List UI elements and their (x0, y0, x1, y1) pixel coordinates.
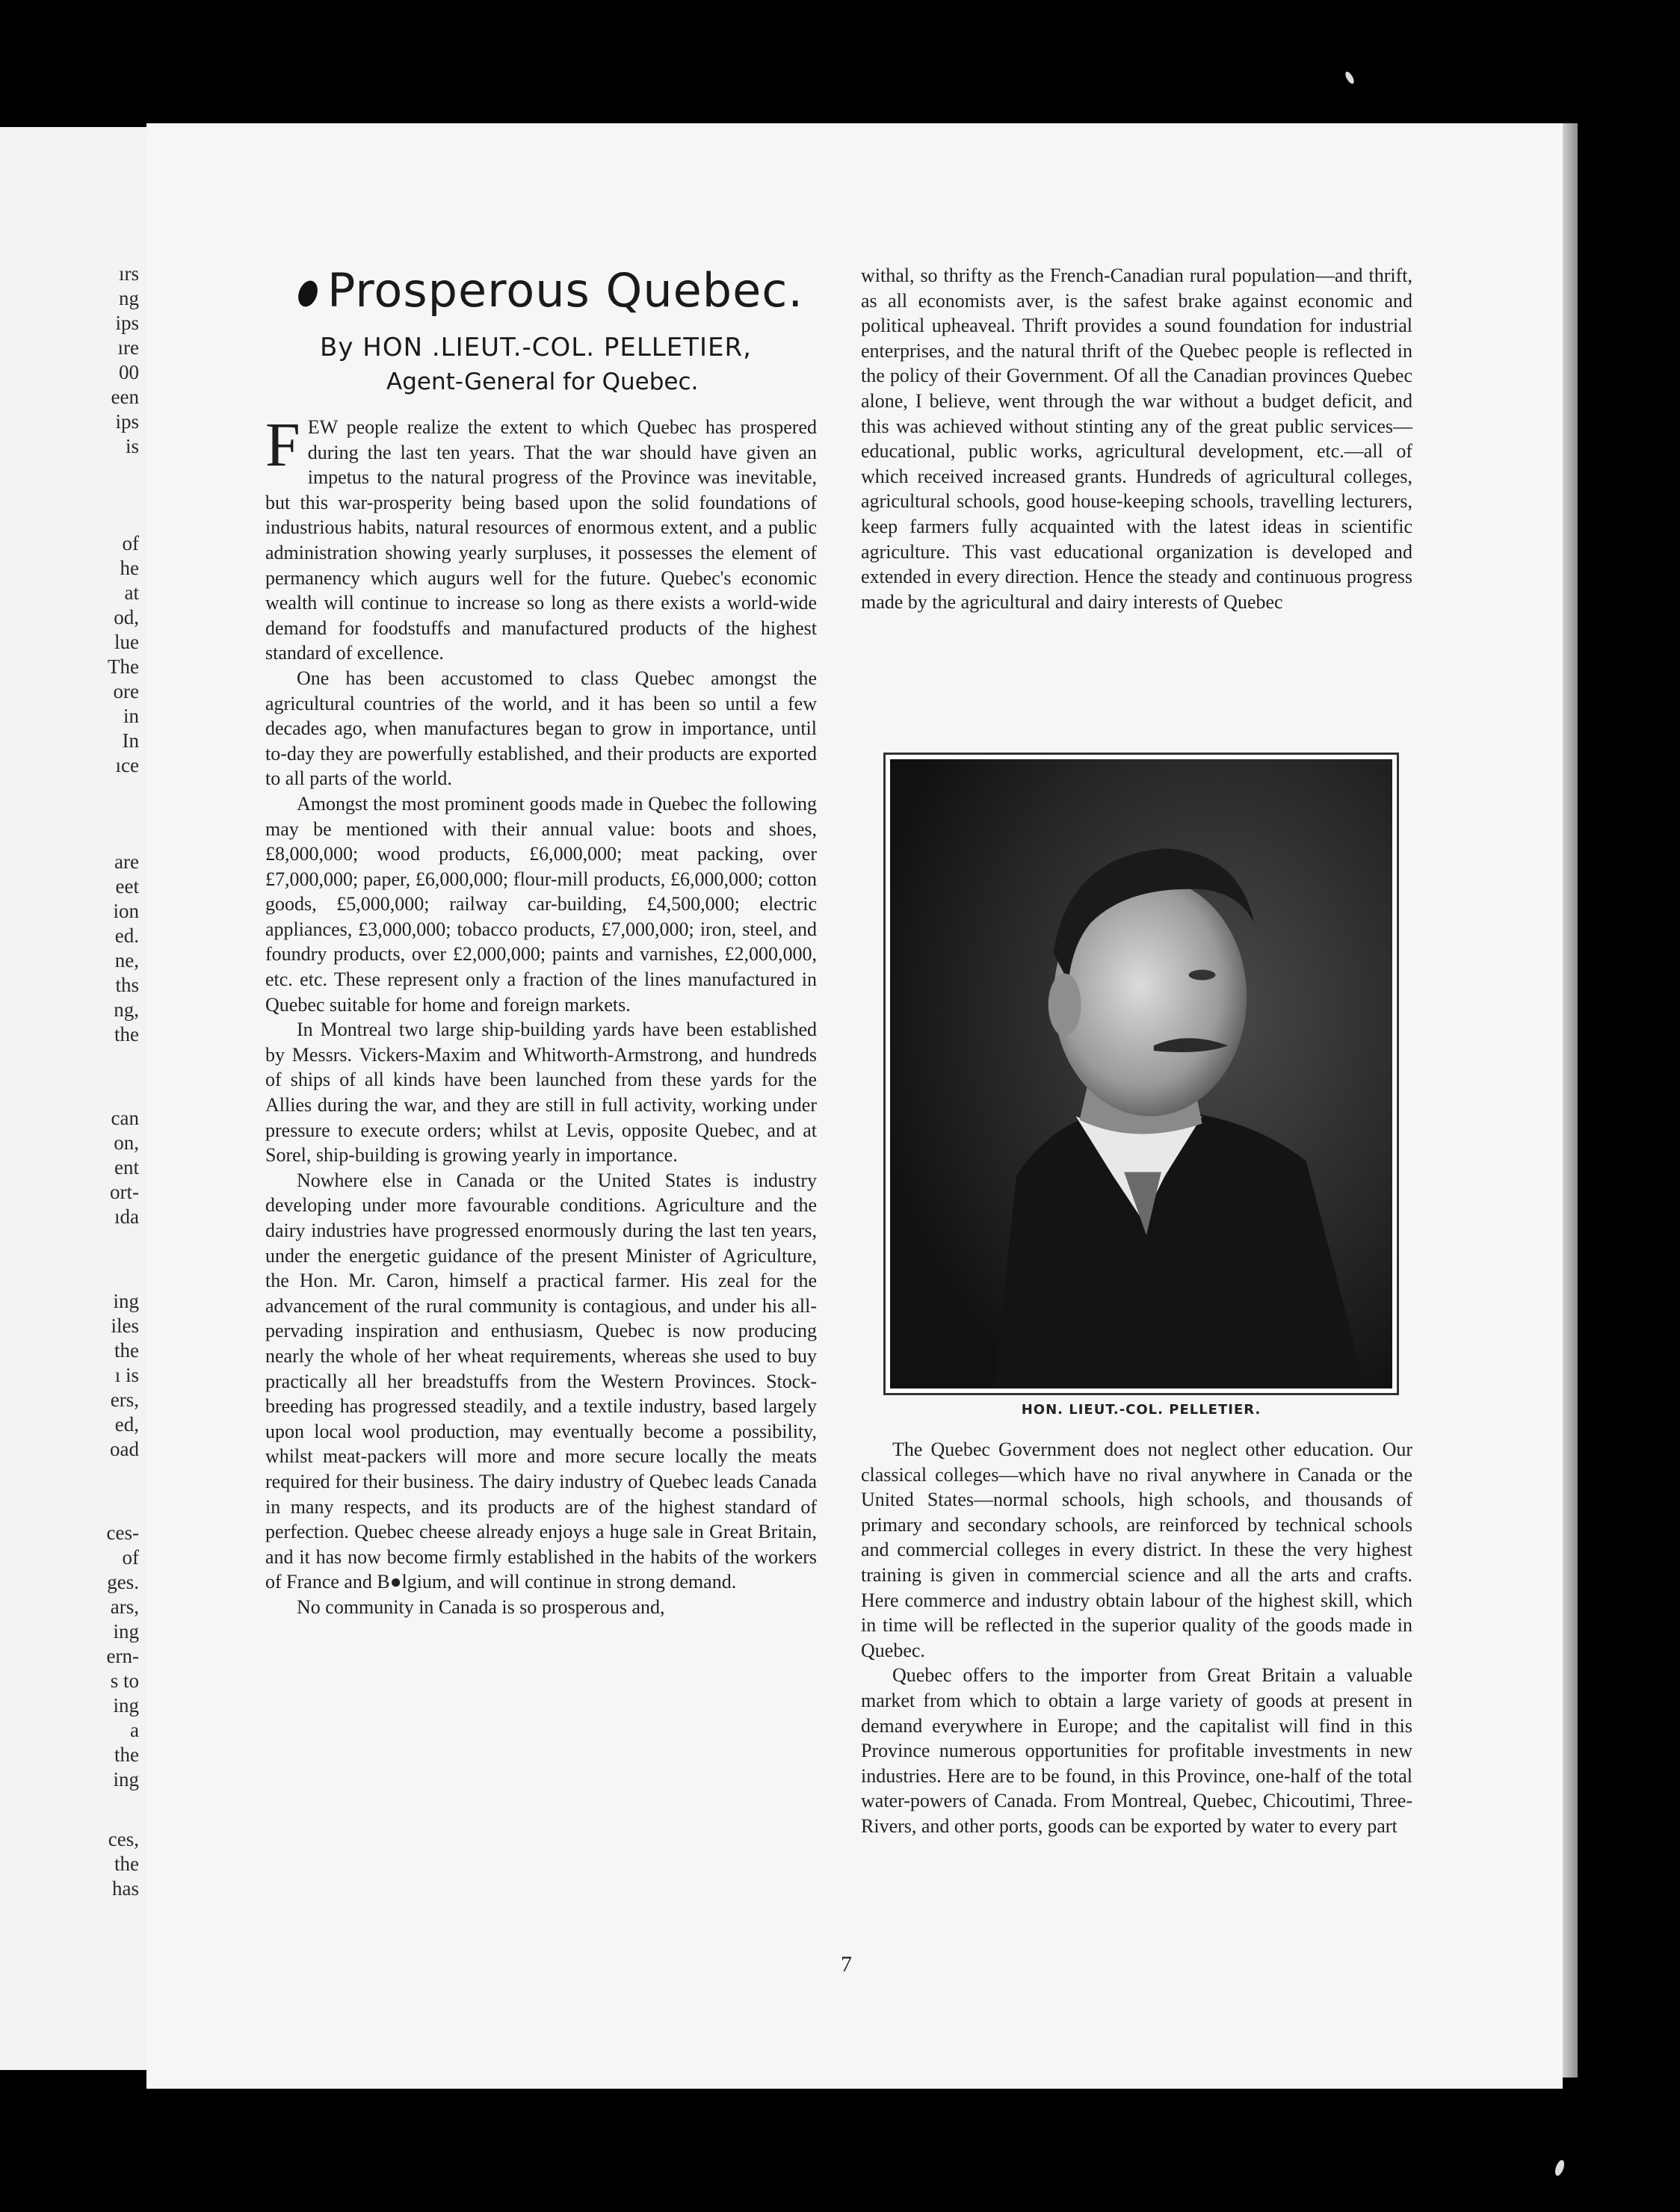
left-page-line: ces- (106, 1521, 139, 1544)
first-paragraph (265, 410, 817, 666)
paragraph: Amongst the most prominent goods made in Quebec the following may be mentioned with their annual value: boots and shoes, £8,000,000; wood products, £6,000,000; meat packing, over £7,000,000; paper, £6,000,000; flour-mill products, £6,000,000; cotton goods, £5,000,000; railway car-building, £4,500,000; electric appliances, £3,000,000; tobacco products, £7,000,000; iron, steel, and foundry products, over £2,000,000; paints and varnishes, £2,000,000, etc. etc. These represent only a fraction of the lines manufactured in Quebec suitable for home and foreign markets. (265, 792, 817, 1016)
drop-cap: F (265, 410, 300, 480)
left-page-line: ed, (114, 1413, 139, 1436)
page-edge (1563, 123, 1578, 2077)
first-paragraph-text: EW people realize the extent to which Quebec has prospered during the last ten years. That the war should have given an impetus to the natural progress of the Province was inevitable, but this war-prosperity being based upon the solid foundations of industrious habits, natural resources of enormous extent, and a public administration showing yearly surpluses, it possesses the element of permanency which augurs well for the future. Quebec's economic wealth will continue to increase so long as there exists a world-wide demand for foodstuffs and manufactured products of the highest standard of excellence. (265, 416, 817, 664)
paragraph: In Montreal two large ship-building yards have been established by Messrs. Vickers-Maxim and Whitworth-Armstrong, and hundreds of ships of all kinds have been launched from these yards for the Allies during the war, and they are still in full activity, working under pressure to execute orders; whilst at Levis, opposite Quebec, and at Sorel, ship-building is growing yearly in importance. (265, 1019, 817, 1167)
page-number: 7 (841, 1952, 852, 1977)
left-page-line: of (122, 532, 139, 554)
left-page-line: een (111, 386, 139, 408)
left-page-line: In (122, 729, 139, 752)
left-page-line: on, (114, 1131, 139, 1154)
left-page-line: The (108, 655, 139, 678)
left-page-line: ing (113, 1290, 139, 1312)
portrait-photo (890, 759, 1392, 1388)
left-page-line: od, (114, 606, 139, 628)
left-page-line: can (111, 1107, 139, 1129)
left-page-line: has (112, 1877, 139, 1900)
paragraph: No community in Canada is so prosperous and, (297, 1595, 665, 1618)
left-page-line: ırs (119, 262, 139, 285)
left-page-line: ng (119, 287, 139, 309)
left-page-line: ng, (114, 998, 139, 1021)
left-page-line: ent (114, 1156, 139, 1178)
left-page-line: ces, (108, 1828, 139, 1850)
right-column-top (861, 263, 1412, 614)
left-page-line: oad (110, 1438, 139, 1460)
left-page-line: he (120, 557, 139, 579)
left-page-line: ıce (115, 754, 139, 776)
left-page-line: ing (113, 1620, 139, 1643)
left-page-line: of (122, 1546, 139, 1569)
left-page-line: a (130, 1719, 139, 1741)
left-page-line: at (124, 581, 139, 604)
left-page-line: ars, (110, 1595, 139, 1618)
left-page-line: ges. (107, 1571, 139, 1593)
left-page-line: 00 (119, 361, 139, 383)
left-page-edge (0, 127, 154, 2070)
left-page-line: ed. (114, 924, 139, 947)
left-page-line: ths (115, 974, 139, 996)
left-page-line: ort- (110, 1181, 139, 1203)
left-page-line: lue (114, 631, 139, 653)
scan-speck (1344, 70, 1356, 85)
left-page-line: the (114, 1023, 139, 1045)
left-page-line: ips (115, 410, 139, 433)
left-page-line: ne, (114, 949, 139, 971)
left-page-line: ips (115, 312, 139, 334)
left-page-line: the (114, 1743, 139, 1766)
left-page-line: eet (115, 875, 139, 898)
left-page-line: ıda (114, 1205, 139, 1228)
left-page-line: ıre (117, 336, 139, 359)
paragraph: withal, so thrifty as the French-Canadian rural population—and thrift, as all economists aver, is the safest brake against economic and political upheaveal. Thrift provides a sound foundation for industrial enterprises, and the natural thrift of the Quebec people is reflected in the policy of their Government. Of all the Canadian provinces Quebec alone, I believe, went through the war without a budget deficit, and this was achieved without stinting any of the great public services—educational, public works, agricultural development, etc.—all of which received increased grants. Hundreds of agricultural colleges, agricultural schools, good house-keeping schools, travelling lecturers, keep farmers fully acquainted with the latest ideas in scientific agriculture. This vast educational organization is developed and extended in every direction. Hence the steady and continuous progress made by the agricultural and dairy interests of Quebec (861, 265, 1412, 613)
left-page-line: ers, (110, 1388, 139, 1411)
left-page-line: ing (113, 1768, 139, 1791)
left-page-line: is (125, 435, 139, 457)
paragraph: Quebec offers to the importer from Great Britain a valuable market from which to obtain a large variety of goods at present in demand everywhere in Europe; and the capitalist will find in this Province numerous opportunities for profitable investments in new industries. Here are to be found, in this Province, one-half of the total water-powers of Canada. From Montreal, Quebec, Chicoutimi, Three-Rivers, and other ports, goods can be exported by water to every part (861, 1664, 1412, 1837)
paragraph: One has been accustomed to class Quebec amongst the agricultural countries of the world, and it has been so until a few decades ago, when manufactures began to grow in importance, until to-day they are powerfully established, and their products are exported to all parts of the world. (265, 667, 817, 790)
right-column-bottom (861, 1437, 1412, 1839)
bullet-icon (295, 278, 321, 309)
left-page-line: s to (110, 1669, 139, 1692)
left-page-line: in (123, 705, 139, 727)
portrait-photo-frame (883, 753, 1399, 1395)
article-title-text: Prosperous Quebec. (327, 263, 804, 318)
article-byline: By HON .LIEUT.-COL. PELLETIER, (320, 333, 752, 362)
left-column (265, 410, 817, 1620)
left-page-line: are (114, 850, 139, 873)
left-page-line: ern- (106, 1645, 139, 1667)
left-page-line: the (114, 1339, 139, 1362)
left-page-line: iles (111, 1314, 139, 1337)
left-page-line: ore (113, 680, 139, 702)
paragraph: The Quebec Government does not neglect other education. Our classical colleges—which have no rival anywhere in Canada or the United States—normal schools, high schools, and thousands of primary and secondary schools, are reinforced by technical schools and commercial colleges in every district. In these the very highest training is given in commercial science and all the arts and crafts. Here commerce and industry obtain labour of the highest skill, which in time will be reflected in the superior quality of the goods made in Quebec. (861, 1439, 1412, 1661)
left-page-line: the (114, 1853, 139, 1875)
article-byline-role: Agent-General for Quebec. (386, 368, 699, 395)
photo-caption: HON. LIEUT.-COL. PELLETIER. (1021, 1402, 1261, 1418)
scan-speck (1554, 2159, 1566, 2177)
portrait-image (890, 759, 1392, 1388)
left-page-line: ing (113, 1694, 139, 1717)
left-page-line: ı is (114, 1364, 139, 1386)
article-title (299, 263, 822, 318)
paragraph: Nowhere else in Canada or the United States is industry developing under more favourable conditions. Agriculture and the dairy industries have progressed enormously during the last ten years, under the energetic guidance of the present Minister of Agriculture, the Hon. Mr. Caron, himself a practical farmer. His zeal for the advancement of the rural community is contagious, and under his all-pervading inspiration and enthusiasm, Quebec is now producing nearly the whole of her wheat requirements, whereas she used to buy practically all her breadstuffs from the Western Provinces. Stock-breeding has progressed steadily, and a textile industry, based largely upon local wool production, may eventually become a possibility, whilst meat-packers will more and more secure locally the meats required for their business. The dairy industry of Quebec leads Canada in many respects, and its products are of the highest standard of perfection. Quebec cheese already enjoys a huge sale in Great Britain, and it has now become firmly established in the habits of the workers of France and B●lgium, and will continue in strong demand. (265, 1169, 817, 1593)
left-page-line: ion (113, 900, 139, 922)
